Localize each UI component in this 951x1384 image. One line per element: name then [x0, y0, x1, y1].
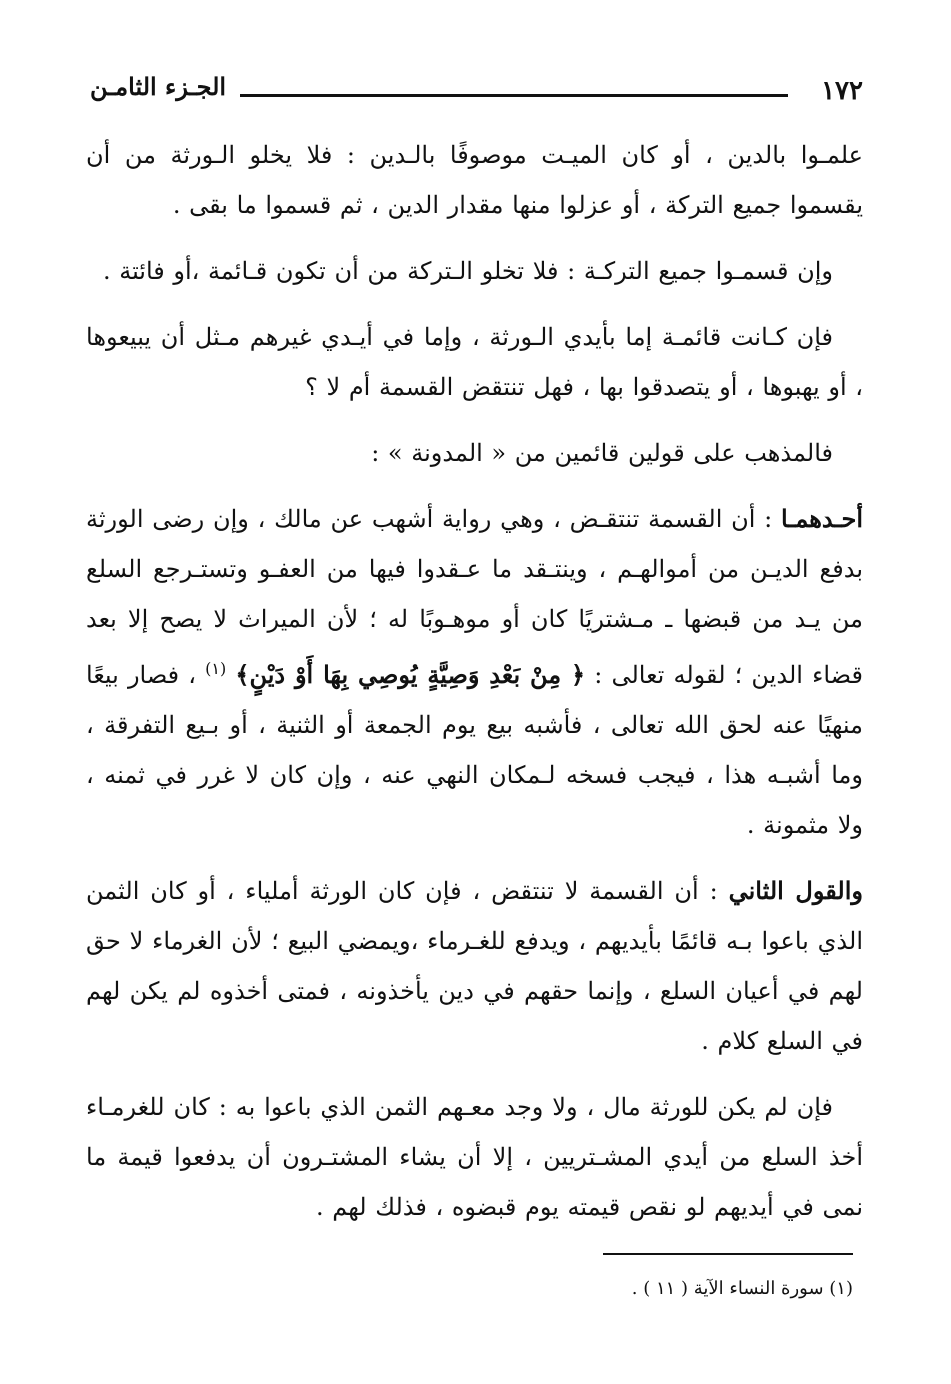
page-number: ١٧٢ [821, 76, 863, 106]
footnote: (١) سورة النساء الآية ( ١١ ) . [631, 1278, 853, 1299]
page-header [90, 70, 863, 110]
paragraph-5-text-2: ، فصار بيعًا منهيًا عنه لحق الله تعالى ، فأشبه بيع يوم الجمعة أو الثنية ، أو بـيع التفرقة ، وما أشبـه هذا ، فيجب فسخه لـمكان النهي عنه ، وإن كان لا غرر في ثمنه ، ولا مثمونة . [86, 661, 863, 839]
paragraph-4: فالمذهب على قولين قائمين من « المدونة » : [371, 439, 833, 467]
paragraph-5 [86, 494, 863, 850]
paragraph-2: وإن قسمـوا جميع التركـة : فلا تخلو الـتركة من أن تكون قـائمة ،أو فائتة . [102, 257, 833, 285]
section-title: الجـزء الثامـن [90, 72, 227, 101]
quran-verse: ﴿ مِنْ بَعْدِ وَصِيَّةٍ يُوصِي بِهَا أَوْ دَيْنٍ﴾ [235, 660, 586, 689]
paragraph-1: علمـوا بالدين ، أو كان الميـت موصوفًا بالـدين : فلا يخلو الـورثة من أن يقسموا جميع التركة ، أو عزلوا منها مقدار الدين ، ثم قسموا ما بقى . [86, 141, 863, 219]
footnote-ref: (١) [205, 659, 227, 678]
footnote-rule [603, 1253, 853, 1255]
paragraph-7: فإن لم يكن للورثة مال ، ولا وجد معـهم الثمن الذي باعوا به : كان للغرمـاء أخذ السلع من أيدي المشـتريين ، إلا أن يشاء المشتـرون أن يدفعوا قيمة ما نمى في أيديهم لو نقص قيمته يوم قبضوه ، فذلك لهم . [86, 1093, 863, 1221]
page-body [86, 130, 863, 1248]
paragraph-6 [86, 866, 863, 1066]
paragraph-6-text: : أن القسمة لا تنتقض ، فإن كان الورثة أملياء ، أو كان الثمن الذي باعوا بـه قائمًا بأيديهم ، ويدفع للغـرماء ،ويمضي البيع ؛ لأن الغرماء لا حق لهم في أعيان السلع ، وإنما حقهم في دين يأخذونه ، فمتى أخذوه لم يكن لهم في السلع كلام . [86, 877, 863, 1055]
header-rule [240, 94, 788, 97]
paragraph-5-text: : أن القسمة تنتقـض ، وهي رواية أشهب عن مالك ، وإن رضى الورثة بدفع الديـن من أموالهـم ، وينتـقد ما عـقدوا فيها من العفـو وتستـرجع السلع من يـد من قبضها ـ مـشتريًا كان أو موهـوبًا له ؛ لأن الميراث لا يصح إلا بعد قضاء الدين ؛ لقوله تعالى : [86, 505, 863, 689]
paragraph-3: فإن كـانت قائمـة إما بأيدي الـورثة ، وإما في أيـدي غيرهم مـثل أن يبيعوها ، أو يهبوها ، أو يتصدقوا بها ، فهل تنتقض القسمة أم لا ؟ [86, 323, 863, 401]
term-first-opinion: أحـدهمـا [780, 504, 863, 533]
term-second-opinion: والقول الثاني [728, 876, 863, 905]
